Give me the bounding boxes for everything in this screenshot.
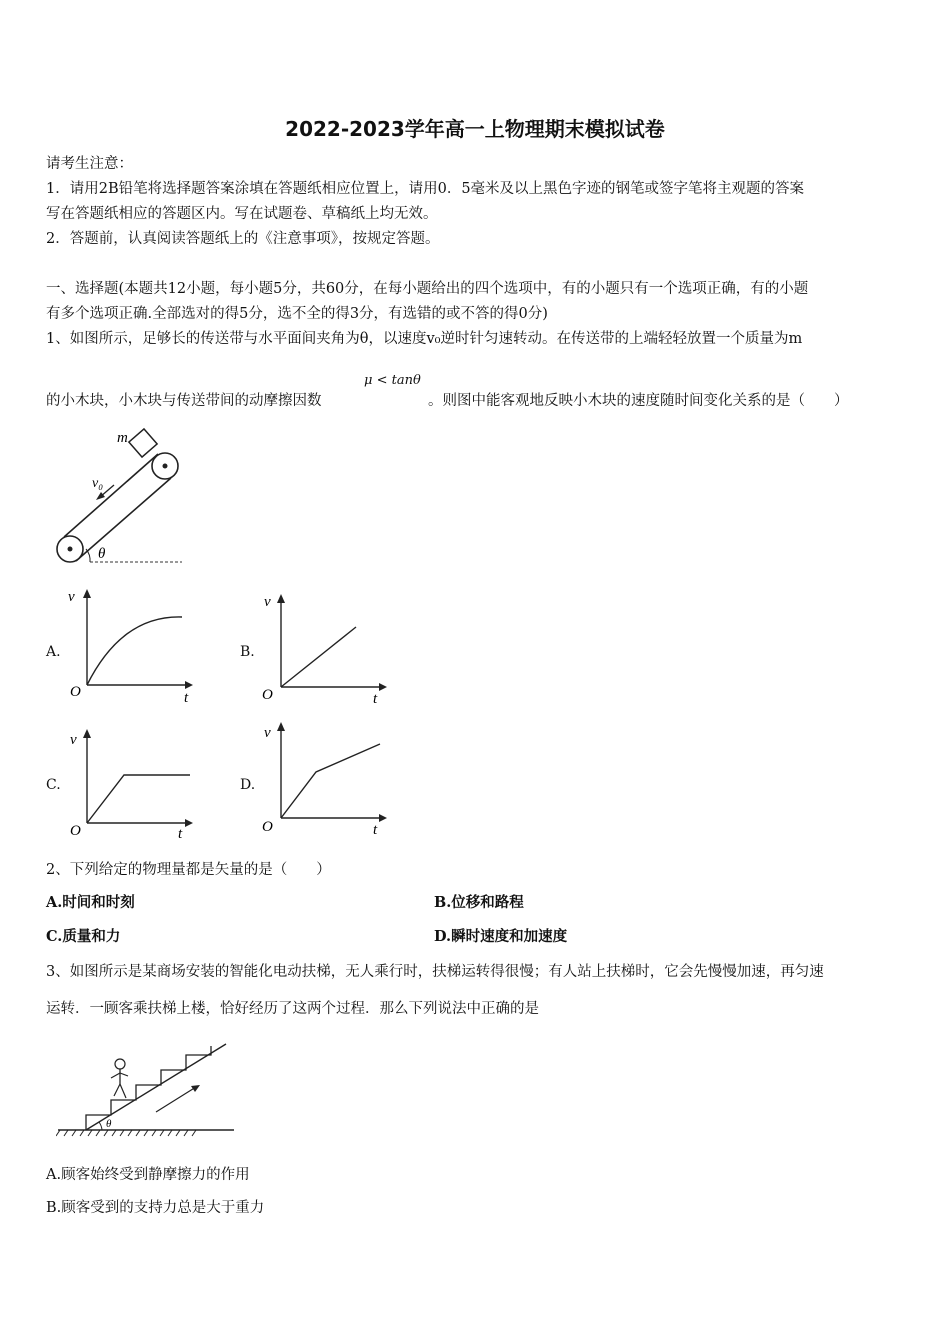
svg-text:O: O: [262, 687, 273, 703]
mass-block: [129, 429, 157, 457]
svg-text:t: t: [184, 690, 189, 705]
curve-d: [281, 744, 380, 818]
q1-option-b-graph: [256, 590, 391, 708]
motion-arrow: [156, 1087, 196, 1112]
svg-text:v: v: [264, 725, 271, 741]
svg-text:v: v: [68, 589, 75, 605]
svg-text:t: t: [178, 826, 183, 842]
q1-option-d-label[interactable]: D.: [240, 777, 256, 793]
q1-option-c-label[interactable]: C.: [46, 777, 61, 793]
curve-c: [87, 775, 190, 823]
escalator-angle-label: θ: [106, 1118, 112, 1130]
q1-stem-line-2-post: 。则图中能客观地反映小木块的速度随时间变化关系的是（ ）: [428, 393, 849, 409]
svg-text:t: t: [373, 691, 378, 707]
q2-stem: 2、下列给定的物理量都是矢量的是（ ）: [46, 862, 331, 878]
q3-stem-line-2: 运转．一顾客乘扶梯上楼，恰好经历了这两个过程．那么下列说法中正确的是: [46, 1001, 539, 1017]
q2-option-c[interactable]: C.质量和力: [46, 928, 121, 945]
escalator-figure: [56, 1040, 236, 1140]
q3-stem-line-1: 3、如图所示是某商场安装的智能化电动扶梯，无人乘行时，扶梯运转得很慢；有人站上扶梯时，它会先慢慢加速，再匀速: [46, 964, 824, 980]
q3-option-b[interactable]: B.顾客受到的支持力总是大于重力: [46, 1200, 265, 1216]
section-1-line-1: 一、选择题(本题共12小题，每小题5分，共60分，在每小题给出的四个选项中，有的小题只有一个选项正确，有的小题: [46, 281, 809, 297]
curve-a: [87, 617, 182, 685]
svg-text:v: v: [264, 594, 271, 610]
notice-item-2: 2．答题前，认真阅读答题纸上的《注意事项》，按规定答题。: [46, 231, 440, 247]
velocity-label: v₀: [92, 476, 104, 491]
q3-option-a[interactable]: A.顾客始终受到静摩擦力的作用: [46, 1167, 250, 1183]
svg-text:v: v: [70, 732, 77, 748]
svg-text:O: O: [262, 819, 273, 835]
notice-heading: 请考生注意：: [46, 156, 133, 172]
belt-bottom-edge: [76, 478, 171, 561]
q2-option-a[interactable]: A.时间和时刻: [46, 894, 135, 911]
q2-option-b[interactable]: B.位移和路程: [434, 894, 524, 911]
q1-option-a-graph: [62, 585, 197, 705]
mass-label: m: [117, 430, 128, 446]
belt-top-edge: [64, 454, 158, 537]
escalator-steps: [86, 1046, 211, 1130]
section-1-line-2: 有多个选项正确.全部选对的得5分，选不全的得3分，有选错的或不答的得0分): [46, 306, 548, 322]
notice-item-1-line-1: 1．请用2B铅笔将选择题答案涂填在答题纸相应位置上，请用0．5毫米及以上黑色字迹的钢笔或签字笔将主观题的答案: [46, 181, 805, 197]
q1-stem-line-1: 1、如图所示，足够长的传送带与水平面间夹角为θ，以速度v₀逆时针匀速转动。在传送带的上端轻轻放置一个质量为m: [46, 331, 803, 347]
q1-stem-line-2-pre: 的小木块，小木块与传送带间的动摩擦因数: [46, 393, 322, 409]
svg-text:t: t: [373, 822, 378, 838]
curve-b: [281, 627, 356, 687]
q1-option-c-graph: [62, 725, 197, 843]
svg-text:O: O: [70, 684, 81, 700]
q1-option-a-label[interactable]: A.: [46, 644, 61, 660]
person-head: [115, 1059, 125, 1069]
angle-label: θ: [98, 546, 106, 562]
svg-text:O: O: [70, 823, 81, 839]
page-title: 2022-2023学年高一上物理期末模拟试卷: [285, 117, 665, 141]
q1-option-d-graph: [256, 718, 391, 840]
q1-formula: μ < tanθ: [364, 373, 421, 388]
q2-option-d[interactable]: D.瞬时速度和加速度: [434, 928, 568, 945]
conveyor-belt-figure: [50, 425, 190, 570]
q1-option-b-label[interactable]: B.: [240, 644, 255, 660]
notice-item-1-line-2: 写在答题纸相应的答题区内。写在试题卷、草稿纸上均无效。: [46, 206, 438, 222]
